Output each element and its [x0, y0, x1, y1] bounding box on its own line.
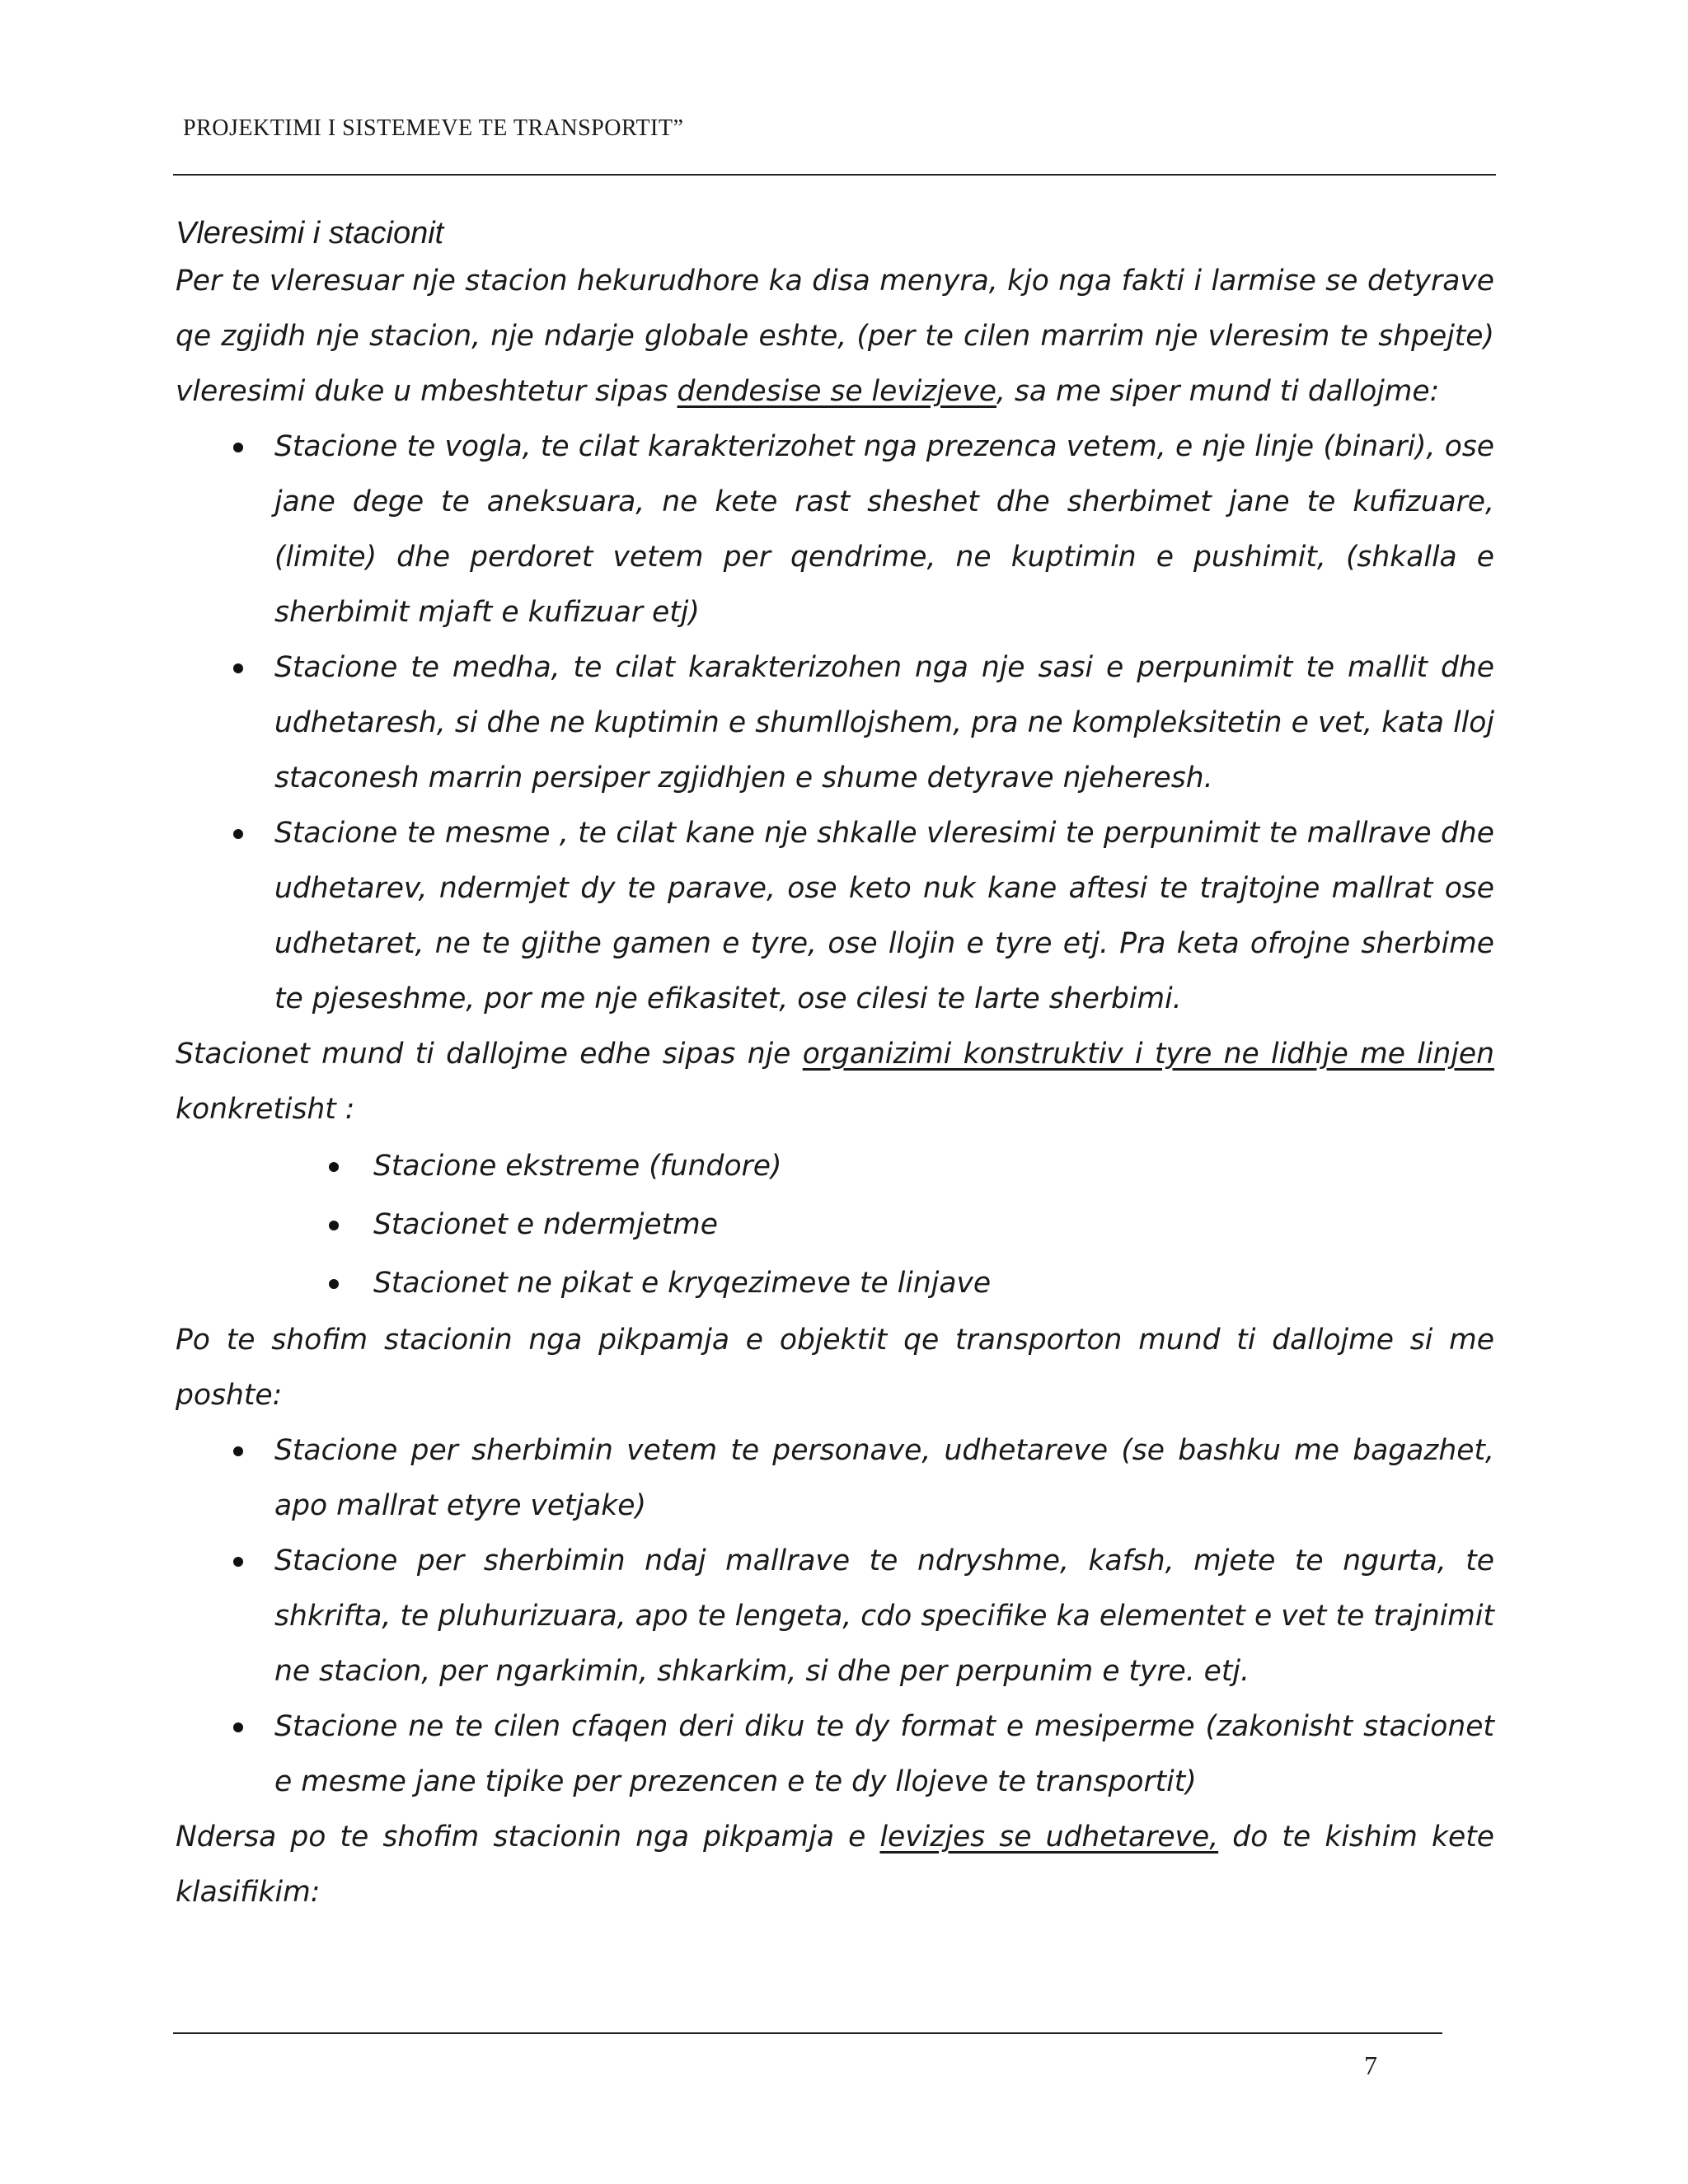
- intro-text: Per te vleresuar nje stacion hekurudhore ka disa menyra, kjo nga fakti i larmise se detyrave qe zgjidh nje stacion, nje ndarje globale eshte, (per te cilen marrim nje vleresim te shpejte) vleresimi duke u mbeshtetur sipas: [176, 265, 1494, 408]
- list-item: Stacione te mesme , te cilat kane nje shkalle vleresimi te perpunimit te mallrave dhe udhetarev, ndermjet dy te parave, ose keto nuk kane aftesi te trajtojne mallrat ose udhetaret, ne te gjithe gamen e tyre, ose llojin e tyre etj. Pra keta ofrojne sherbime te pjeseshme, por me nje efikasitet, ose cilesi te larte sherbimi.: [176, 806, 1494, 1027]
- station-object-list: [176, 1423, 1494, 1810]
- header-divider: [173, 174, 1496, 176]
- list-item: Stacione per sherbimin ndaj mallrave te ndryshme, kafsh, mjete te ngurta, te shkrifta, te pluhurizuara, apo te lengeta, cdo specifike ka elementet e vet te trajnimit ne stacion, per ngarkimin, shkarkim, si dhe per perpunim e tyre. etj.: [176, 1534, 1494, 1699]
- organization-text-end: konkretisht :: [176, 1093, 355, 1126]
- list-item: Stacionet ne pikat e kryqezimeve te linjave: [176, 1254, 1494, 1313]
- passenger-text: Ndersa po te shofim stacionin nga pikpamja e: [176, 1821, 880, 1854]
- list-item: Stacione ne te cilen cfaqen deri diku te dy format e mesiperme (zakonisht stacionet e mesme jane tipike per prezencen e te dy llojeve te transportit): [176, 1699, 1494, 1810]
- list-item: Stacione per sherbimin vetem te personave, udhetareve (se bashku me bagazhet, apo mallrat etyre vetjake): [176, 1423, 1494, 1534]
- intro-paragraph: [176, 254, 1494, 419]
- intro-text-end: , sa me siper mund ti dallojme:: [996, 375, 1440, 408]
- footer-divider: [173, 2032, 1442, 2034]
- passenger-text-end: do te kishim kete klasifikim:: [176, 1821, 1494, 1909]
- passenger-underlined-term: levizjes se udhetareve,: [879, 1821, 1219, 1854]
- page-number: 7: [1364, 2050, 1377, 2080]
- passenger-paragraph: [176, 1810, 1494, 1920]
- list-item: Stacione te medha, te cilat karakterizohen nga nje sasi e perpunimit te mallit dhe udhetaresh, si dhe ne kuptimin e shumllojshem, pra ne kompleksitetin e vet, kata lloj staconesh marrin persiper zgjidhjen e shume detyrave njeheresh.: [176, 640, 1494, 806]
- station-size-list: [176, 419, 1494, 1027]
- page-content: [176, 213, 1494, 1920]
- organization-underlined-term: organizimi konstruktiv i tyre ne lidhje me linjen: [802, 1038, 1494, 1071]
- list-item: Stacionet e ndermjetme: [176, 1196, 1494, 1254]
- organization-text: Stacionet mund ti dallojme edhe sipas nje: [176, 1038, 803, 1071]
- section-heading: Vleresimi i stacionit: [176, 216, 444, 251]
- list-item: Stacione ekstreme (fundore): [176, 1137, 1494, 1196]
- organization-paragraph: [176, 1027, 1494, 1137]
- intro-underlined-term: dendesise se levizjeve: [677, 375, 996, 408]
- list-item: Stacione te vogla, te cilat karakterizohet nga prezenca vetem, e nje linje (binari), ose jane dege te aneksuara, ne kete rast sheshet dhe sherbimet jane te kufizuare, (limite) dhe perdoret vetem per qendrime, ne kuptimin e pushimit, (shkalla e sherbimit mjaft e kufizuar etj): [176, 419, 1494, 640]
- page-header-title: PROJEKTIMI I SISTEMEVE TE TRANSPORTIT”: [183, 115, 684, 141]
- object-paragraph: Po te shofim stacionin nga pikpamja e objektit qe transporton mund ti dallojme si me poshte:: [176, 1324, 1494, 1412]
- station-position-list: [176, 1137, 1494, 1313]
